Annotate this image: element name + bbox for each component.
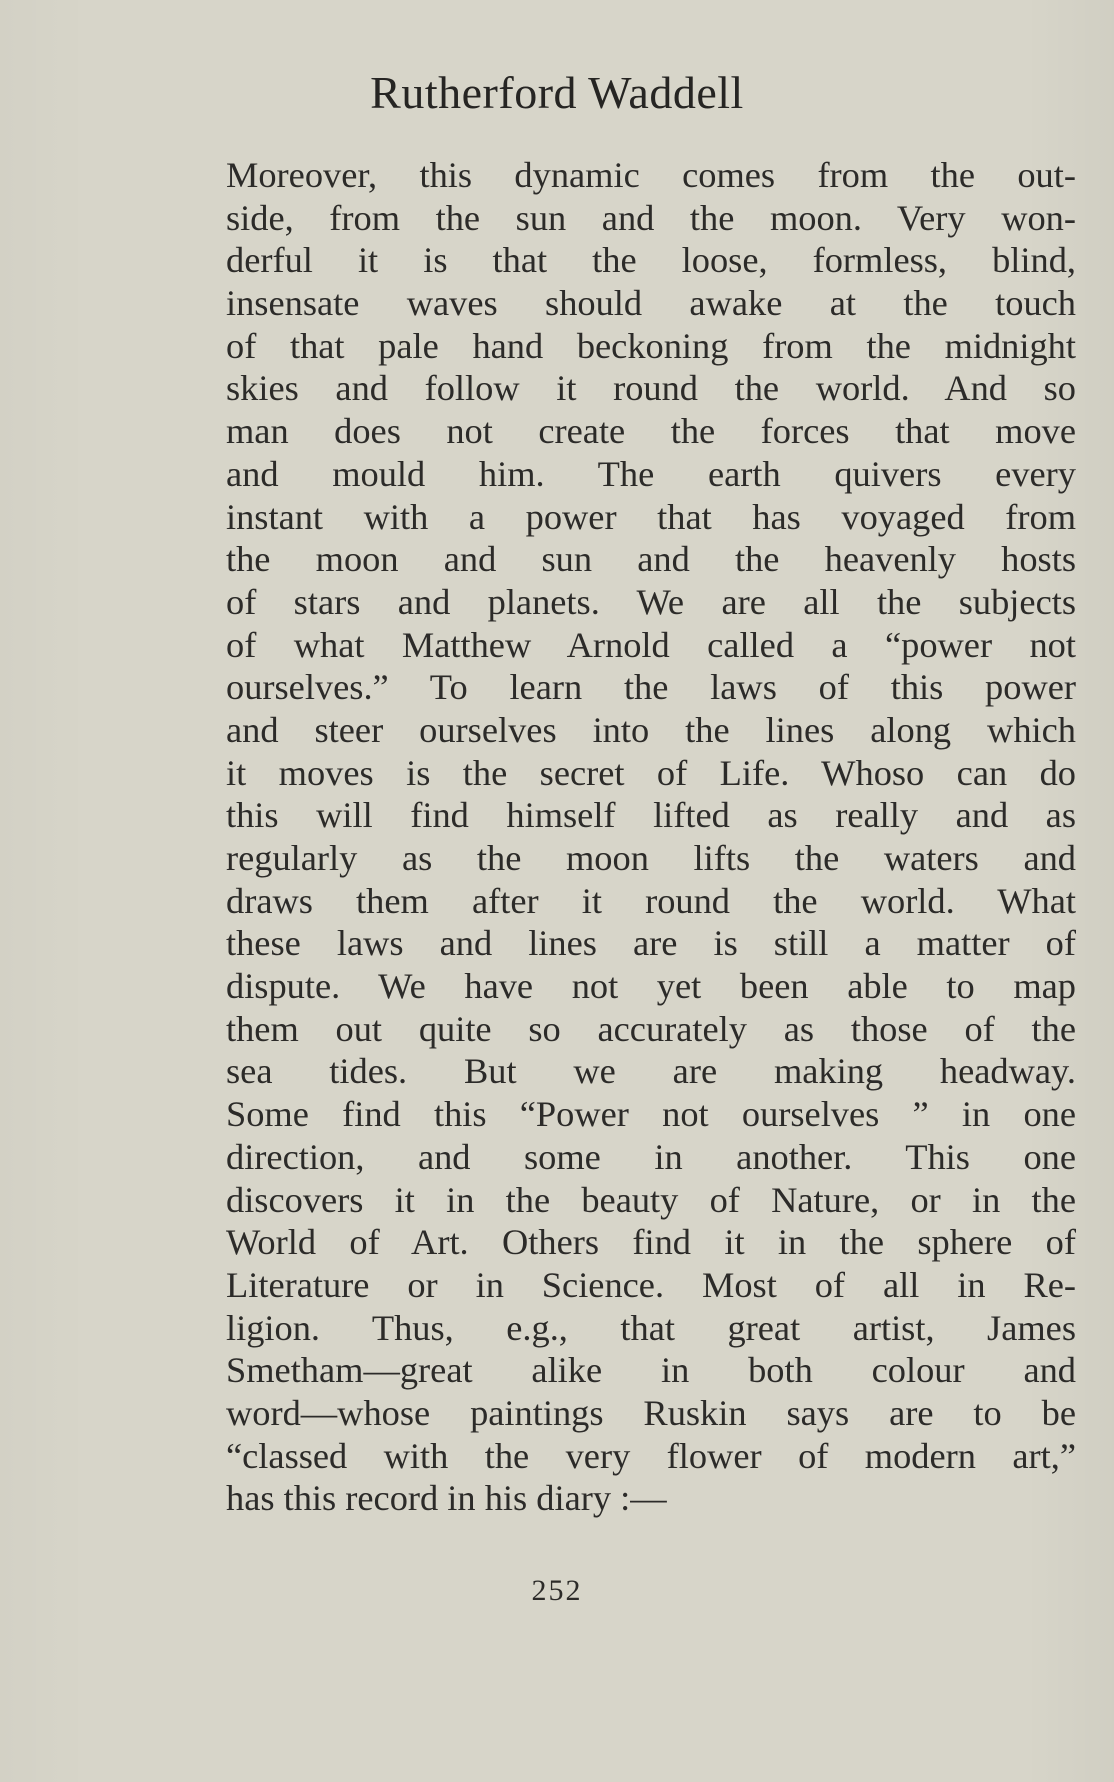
text-line: derful it is that the loose, formless, blind, bbox=[226, 240, 1076, 281]
text-line: direction, and some in another. This one bbox=[226, 1136, 1076, 1177]
text-line: ligion. Thus, e.g., that great artist, James bbox=[226, 1307, 1076, 1348]
text-line: it moves is the secret of Life. Whoso can do bbox=[226, 752, 1076, 793]
text-line: regularly as the moon lifts the waters and bbox=[226, 838, 1076, 878]
text-line: skies and follow it round the world. And so bbox=[226, 368, 1076, 409]
text-line: of that pale hand beckoning from the midnight bbox=[226, 325, 1076, 366]
text-line: the moon and sun and the heavenly hosts bbox=[226, 539, 1076, 580]
text-line: ourselves.” To learn the laws of this power bbox=[226, 667, 1076, 708]
text-line: has this record in his diary :— bbox=[226, 1478, 667, 1519]
text-line: instant with a power that has voyaged from bbox=[226, 496, 1076, 537]
body-text bbox=[226, 154, 1076, 1520]
text-line: Literature or in Science. Most of all in Re- bbox=[226, 1264, 1076, 1305]
text-line: draws them after it round the world. What bbox=[226, 880, 1076, 921]
text-line: discovers it in the beauty of Nature, or in the bbox=[226, 1179, 1076, 1220]
text-line: word—whose paintings Ruskin says are to be bbox=[226, 1392, 1076, 1433]
text-line: of what Matthew Arnold called a “power not bbox=[226, 624, 1076, 665]
text-line: dispute. We have not yet been able to map bbox=[226, 966, 1076, 1007]
text-line: man does not create the forces that move bbox=[226, 411, 1076, 452]
text-line: these laws and lines are is still a matter of bbox=[226, 923, 1076, 964]
page-number: 252 bbox=[531, 1574, 583, 1607]
text-line: of stars and planets. We are all the subjects bbox=[226, 581, 1076, 622]
running-head-title: Rutherford Waddell bbox=[370, 67, 744, 118]
text-line: sea tides. But we are making headway. bbox=[226, 1051, 1076, 1092]
text-line: them out quite so accurately as those of the bbox=[226, 1008, 1076, 1049]
text-line: and mould him. The earth quivers every bbox=[226, 453, 1076, 494]
text-line: side, from the sun and the moon. Very won- bbox=[226, 197, 1076, 238]
text-line: Smetham—great alike in both colour and bbox=[226, 1350, 1076, 1391]
text-line: this will find himself lifted as really and as bbox=[226, 795, 1076, 836]
text-line: World of Art. Others find it in the sphere of bbox=[226, 1222, 1076, 1263]
text-line: Some find this “Power not ourselves ” in one bbox=[226, 1094, 1076, 1135]
text-line: “classed with the very flower of modern art,” bbox=[226, 1435, 1076, 1476]
text-line: Moreover, this dynamic comes from the out- bbox=[226, 155, 1076, 195]
text-line: and steer ourselves into the lines along which bbox=[226, 709, 1076, 750]
text-line: insensate waves should awake at the touch bbox=[226, 283, 1076, 324]
